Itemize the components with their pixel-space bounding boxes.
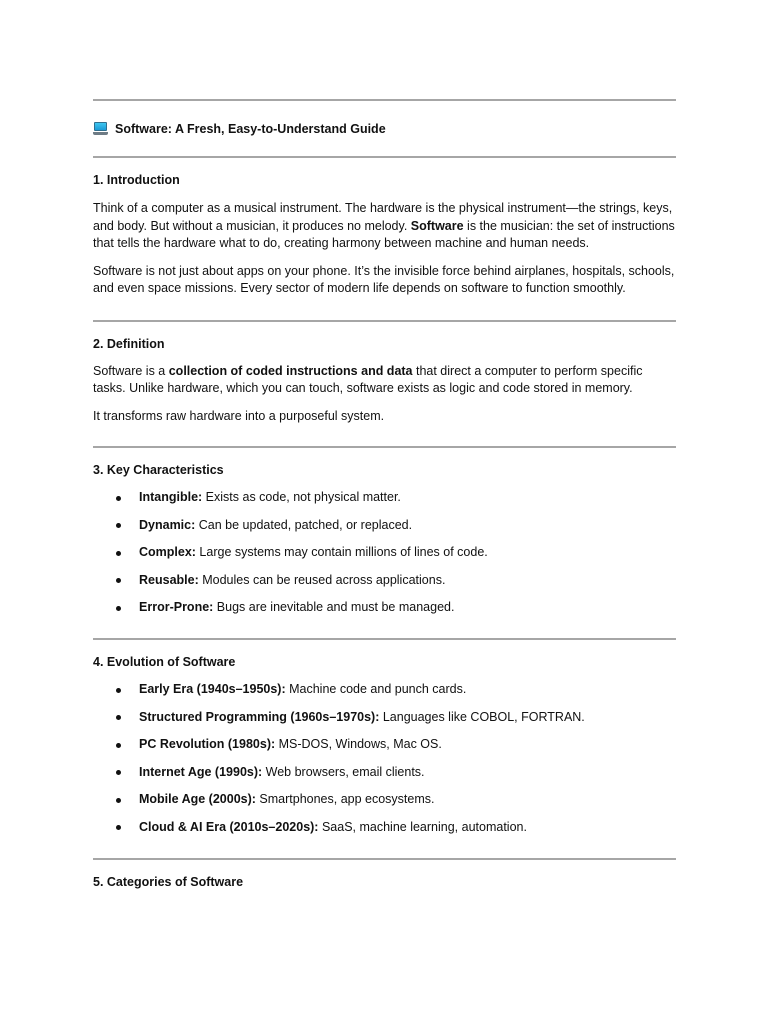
- text-run: Can be updated, patched, or replaced.: [195, 517, 413, 532]
- document-page: [93, 99, 676, 891]
- bold-term: collection of coded instructions and data: [168, 363, 413, 378]
- list-item: [93, 517, 676, 534]
- bullet-icon: [116, 825, 121, 830]
- section-introduction: [93, 158, 676, 298]
- bold-term: Error-Prone:: [139, 600, 214, 614]
- text-run: Bugs are inevitable and must be managed.: [213, 600, 455, 614]
- bold-term: Reusable:: [139, 572, 199, 587]
- section-definition: [93, 322, 676, 426]
- bullet-icon: [116, 743, 121, 748]
- list-item: [93, 819, 676, 836]
- bullet-icon: [116, 496, 121, 501]
- section-heading: 2. Definition: [93, 336, 165, 351]
- bold-term: Complex:: [139, 545, 196, 559]
- paragraph: [93, 200, 676, 253]
- text-run: Exists as code, not physical matter.: [202, 490, 401, 504]
- section-heading: 4. Evolution of Software: [93, 655, 236, 669]
- bullet-icon: [116, 523, 121, 528]
- text-run: Think of a computer as a musical instrument. The hardware is the physical instrument—the strings, keys, and body. But without a musician, it produces no melody.: [93, 201, 673, 233]
- paragraph: [93, 363, 676, 398]
- bold-term: Structured Programming (1960s–1970s):: [139, 709, 380, 724]
- section-heading: 5. Categories of Software: [93, 874, 244, 889]
- text-run: Software is a: [93, 363, 169, 378]
- bold-term: Mobile Age (2000s):: [139, 792, 256, 806]
- bold-term: Software: [410, 218, 464, 233]
- text-run: MS-DOS, Windows, Mac OS.: [275, 737, 442, 751]
- paragraph: It transforms raw hardware into a purposeful system.: [93, 408, 385, 423]
- section-heading: 1. Introduction: [93, 173, 180, 187]
- document-title: [93, 101, 676, 156]
- bullet-icon: [116, 578, 121, 583]
- bullet-icon: [116, 715, 121, 720]
- section-characteristics: [93, 448, 676, 616]
- bullet-icon: [116, 770, 121, 775]
- bullet-icon: [116, 688, 121, 693]
- bullet-list: [93, 681, 676, 836]
- list-item: [93, 736, 676, 753]
- section-categories: [93, 860, 676, 891]
- bold-term: Cloud & AI Era (2010s–2020s):: [139, 819, 319, 834]
- list-item: [93, 544, 676, 561]
- section-heading: 3. Key Characteristics: [93, 463, 224, 477]
- bullet-list: [93, 489, 676, 616]
- text-run: Web browsers, email clients.: [262, 764, 425, 779]
- bold-term: Internet Age (1990s):: [139, 764, 263, 779]
- text-run: Machine code and punch cards.: [285, 682, 467, 696]
- text-run: that direct a computer to perform specific tasks. Unlike hardware, which you can touch, software exists as logic and code stored in memory.: [93, 363, 643, 395]
- bullet-icon: [116, 606, 121, 611]
- text-run: Smartphones, app ecosystems.: [255, 792, 435, 806]
- paragraph: Software is not just about apps on your phone. It’s the invisible force behind airplanes, hospitals, schools, and even space missions. Every sector of modern life depends on software to function smoothly.: [93, 263, 675, 295]
- bullet-icon: [116, 798, 121, 803]
- list-item: [93, 681, 676, 698]
- bold-term: Intangible:: [139, 490, 203, 504]
- bullet-icon: [116, 551, 121, 556]
- text-run: Large systems may contain millions of lines of code.: [195, 545, 488, 559]
- list-item: [93, 764, 676, 781]
- list-item: [93, 572, 676, 589]
- text-run: Languages like COBOL, FORTRAN.: [379, 709, 585, 724]
- laptop-icon: [93, 122, 108, 136]
- text-run: is the musician: the set of instructions that tells the hardware what to do, creating harmony between machine and human needs.: [93, 218, 675, 250]
- bold-term: Dynamic:: [139, 517, 196, 532]
- text-run: Modules can be reused across applications.: [198, 572, 446, 587]
- list-item: [93, 599, 676, 616]
- document-title-text: Software: A Fresh, Easy-to-Understand Guide: [115, 121, 386, 136]
- section-evolution: [93, 640, 676, 836]
- list-item: [93, 791, 676, 808]
- list-item: [93, 489, 676, 506]
- text-run: SaaS, machine learning, automation.: [318, 819, 527, 834]
- bold-term: PC Revolution (1980s):: [139, 737, 276, 751]
- list-item: [93, 709, 676, 726]
- bold-term: Early Era (1940s–1950s):: [139, 682, 286, 696]
